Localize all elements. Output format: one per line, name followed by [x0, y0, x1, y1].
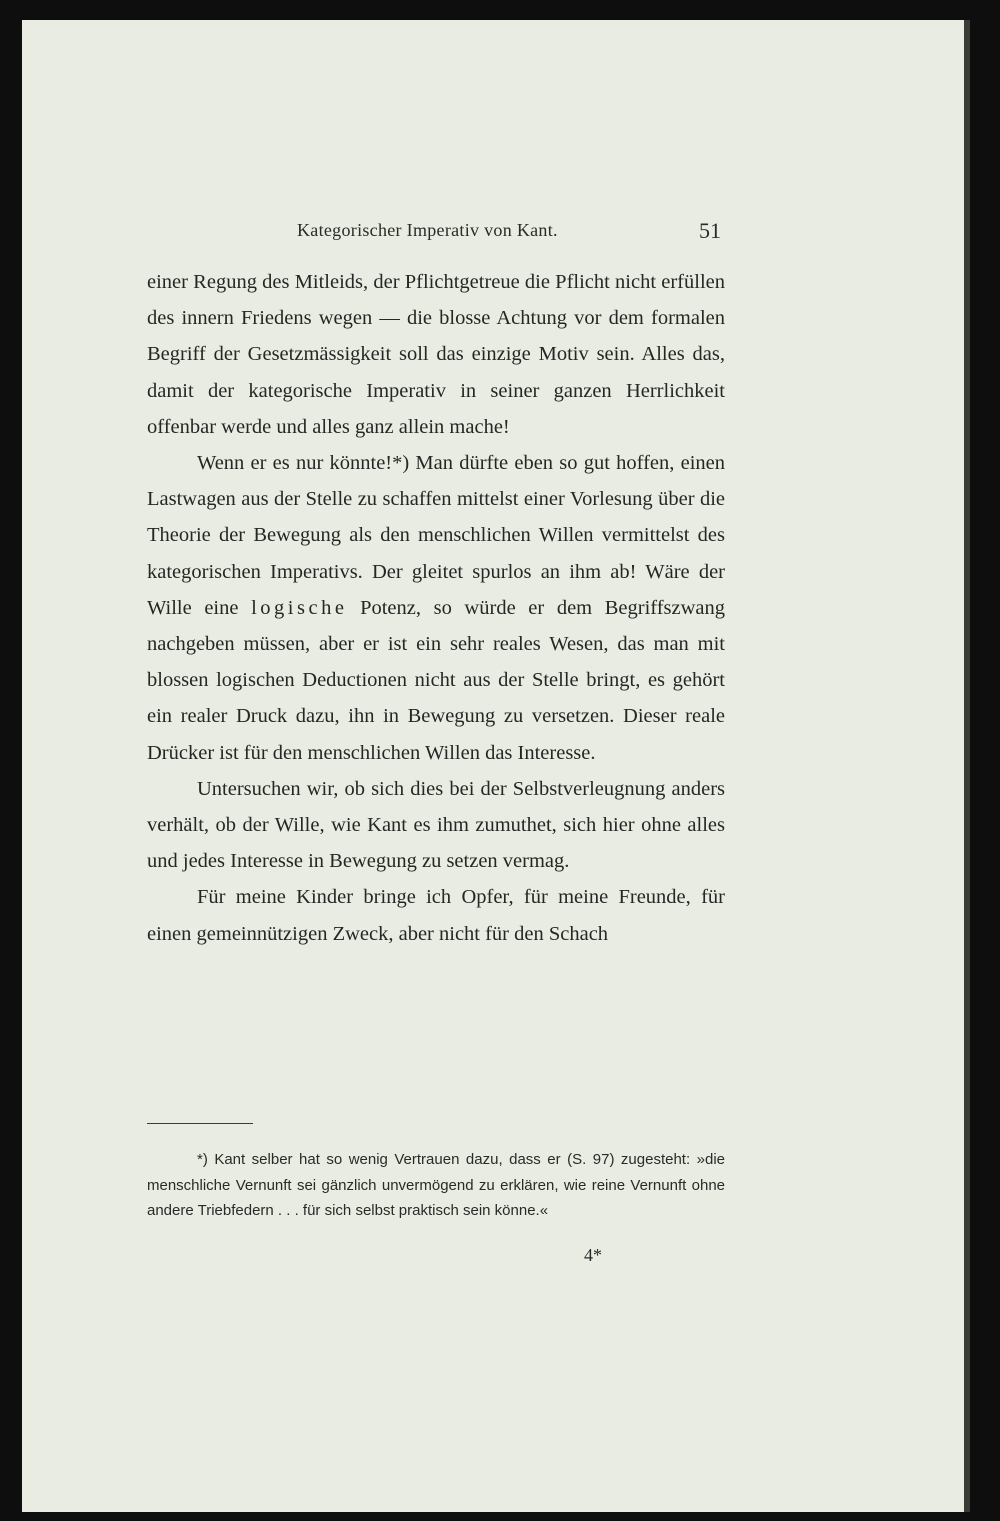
footnote-separator [147, 1123, 253, 1124]
paragraph-1: einer Regung des Mitleids, der Pflichtgetreue die Pflicht nicht erfüllen des innern Friedens wegen — die blosse Achtung vor dem formalen Begriff der Gesetzmässigkeit soll das einzige Motiv sein. Alles das, damit der kategorische Imperativ in seiner ganzen Herrlichkeit offenbar werde und alles ganz allein mache! [147, 271, 725, 438]
footnote: *) Kant selber hat so wenig Vertrauen dazu, dass er (S. 97) zugesteht: »die menschliche Vernunft sei gänzlich unvermögend zu erklären, wie reine Vernunft ohne andere Triebfedern . . . für sich selbst praktisch sein könne.« [147, 1151, 725, 1219]
signature-mark: 4* [584, 1245, 602, 1265]
spaced-emphasis: logische [251, 596, 348, 619]
paragraph-2-part-a: Wenn er es nur könnte!*) Man dürfte eben so gut hoffen, einen Lastwagen aus der Stelle zu schaffen mittelst einer Vorlesung über die Theorie der Bewegung als den menschlichen Willen vermittelst des kategorischen Imperativs. Der gleitet spurlos an ihm ab! Wäre der Wille eine [147, 452, 725, 619]
paragraph-2-part-b: Potenz, so würde er dem Begriffszwang nachgeben müssen, aber er ist ein sehr reales Wesen, das man mit blossen logischen Deductionen nicht aus der Stelle bringt, es gehört ein realer Druck dazu, ihn in Bewegung zu versetzen. Dieser reale Drücker ist für den menschlichen Willen das Interesse. [147, 596, 726, 764]
paragraph-2 [147, 445, 725, 771]
page-number: 51 [699, 218, 721, 243]
paragraph-3: Untersuchen wir, ob sich dies bei der Selbstverleugnung anders verhält, ob der Wille, wie Kant es ihm zumuthet, sich hier ohne alles und jedes Interesse in Bewegung zu setzen vermag. [147, 777, 725, 873]
book-page [22, 20, 964, 1512]
paragraph-4: Für meine Kinder bringe ich Opfer, für meine Freunde, für einen gemeinnützigen Zweck, aber nicht für den Schach [147, 886, 725, 945]
page-edge-shadow [964, 20, 970, 1512]
running-title: Kategorischer Imperativ von Kant. [297, 220, 558, 240]
main-text [147, 264, 725, 952]
page-header [22, 218, 964, 248]
